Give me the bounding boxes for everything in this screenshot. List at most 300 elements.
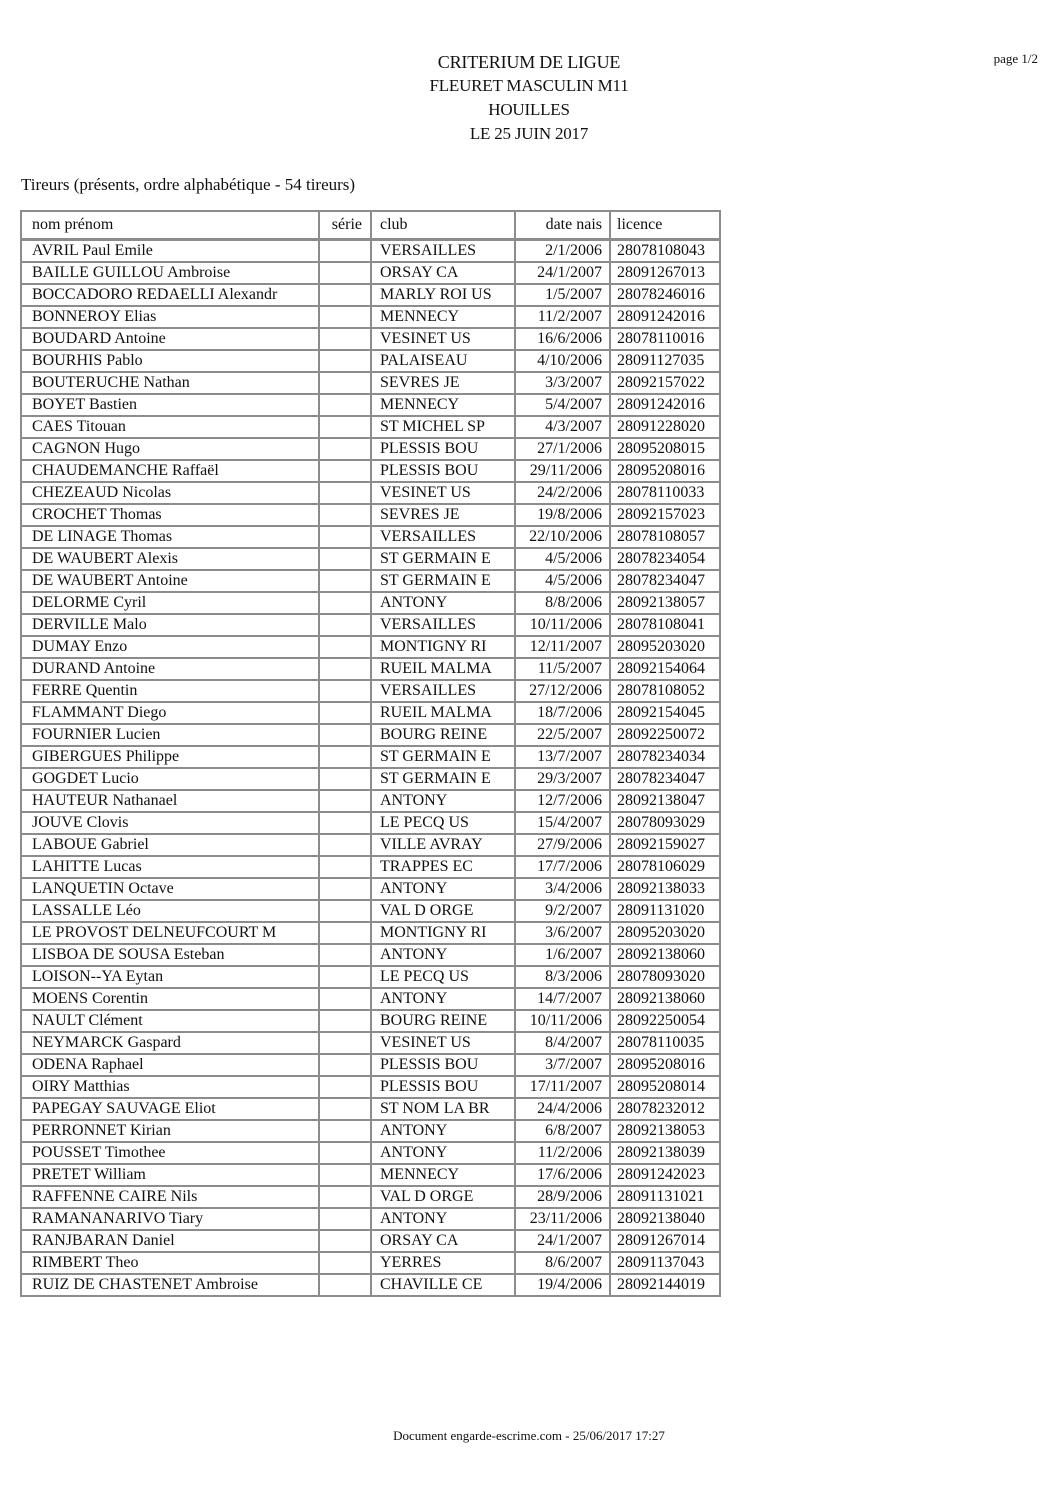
table-row <box>21 1076 720 1098</box>
table-row <box>21 1274 720 1296</box>
cell-name: LANQUETIN Octave <box>21 878 319 900</box>
cell-name: BOURHIS Pablo <box>21 350 319 372</box>
cell-licence: 28095208014 <box>610 1076 720 1098</box>
cell-club: SEVRES JE <box>371 372 515 394</box>
cell-birthdate: 1/5/2007 <box>515 284 610 306</box>
cell-club: ORSAY CA <box>371 1230 515 1252</box>
cell-licence: 28078110033 <box>610 482 720 504</box>
cell-name: CROCHET Thomas <box>21 504 319 526</box>
cell-licence: 28092154064 <box>610 658 720 680</box>
cell-name: GOGDET Lucio <box>21 768 319 790</box>
cell-name: NAULT Clément <box>21 1010 319 1032</box>
cell-club: ANTONY <box>371 944 515 966</box>
cell-birthdate: 3/7/2007 <box>515 1054 610 1076</box>
table-row <box>21 922 720 944</box>
cell-birthdate: 24/1/2007 <box>515 1230 610 1252</box>
page-number: page 1/2 <box>993 51 1038 66</box>
cell-licence: 28092138060 <box>610 988 720 1010</box>
cell-licence: 28078106029 <box>610 856 720 878</box>
table-row <box>21 394 720 416</box>
cell-name: DUMAY Enzo <box>21 636 319 658</box>
table-row <box>21 1054 720 1076</box>
table-row <box>21 438 720 460</box>
table-row <box>21 988 720 1010</box>
venue: HOUILLES <box>488 100 570 119</box>
cell-serie <box>319 548 371 570</box>
cell-licence: 28078234047 <box>610 768 720 790</box>
cell-serie <box>319 504 371 526</box>
cell-name: RAFFENNE CAIRE Nils <box>21 1186 319 1208</box>
cell-birthdate: 9/2/2007 <box>515 900 610 922</box>
cell-licence: 28095208016 <box>610 460 720 482</box>
cell-birthdate: 27/9/2006 <box>515 834 610 856</box>
cell-serie <box>319 592 371 614</box>
cell-name: LOISON--YA Eytan <box>21 966 319 988</box>
cell-serie <box>319 438 371 460</box>
cell-birthdate: 4/5/2006 <box>515 570 610 592</box>
table-row <box>21 1120 720 1142</box>
cell-serie <box>319 636 371 658</box>
cell-serie <box>319 460 371 482</box>
cell-licence: 28092138057 <box>610 592 720 614</box>
table-row <box>21 878 720 900</box>
cell-birthdate: 22/10/2006 <box>515 526 610 548</box>
cell-serie <box>319 328 371 350</box>
cell-serie <box>319 746 371 768</box>
cell-club: ANTONY <box>371 988 515 1010</box>
cell-name: HAUTEUR Nathanael <box>21 790 319 812</box>
cell-serie <box>319 372 371 394</box>
cell-birthdate: 17/6/2006 <box>515 1164 610 1186</box>
cell-licence: 28092138040 <box>610 1208 720 1230</box>
cell-club: VILLE AVRAY <box>371 834 515 856</box>
cell-birthdate: 15/4/2007 <box>515 812 610 834</box>
cell-licence: 28092138060 <box>610 944 720 966</box>
table-row <box>21 1164 720 1186</box>
table-row <box>21 1208 720 1230</box>
cell-licence: 28091242016 <box>610 306 720 328</box>
cell-club: PLESSIS BOU <box>371 438 515 460</box>
cell-birthdate: 3/6/2007 <box>515 922 610 944</box>
cell-serie <box>319 526 371 548</box>
cell-name: LABOUE Gabriel <box>21 834 319 856</box>
cell-club: SEVRES JE <box>371 504 515 526</box>
cell-birthdate: 6/8/2007 <box>515 1120 610 1142</box>
cell-serie <box>319 1054 371 1076</box>
cell-club: VERSAILLES <box>371 240 515 263</box>
cell-birthdate: 24/4/2006 <box>515 1098 610 1120</box>
event-date: LE 25 JUIN 2017 <box>469 124 589 143</box>
table-row <box>21 372 720 394</box>
cell-serie <box>319 1120 371 1142</box>
cell-name: LAHITTE Lucas <box>21 856 319 878</box>
cell-club: MENNECY <box>371 306 515 328</box>
table-row <box>21 526 720 548</box>
cell-birthdate: 8/3/2006 <box>515 966 610 988</box>
cell-birthdate: 29/11/2006 <box>515 460 610 482</box>
table-row <box>21 746 720 768</box>
cell-licence: 28095203020 <box>610 922 720 944</box>
cell-name: CAGNON Hugo <box>21 438 319 460</box>
cell-club: TRAPPES EC <box>371 856 515 878</box>
cell-name: BOYET Bastien <box>21 394 319 416</box>
table-row <box>21 636 720 658</box>
cell-licence: 28091127035 <box>610 350 720 372</box>
cell-licence: 28078108041 <box>610 614 720 636</box>
cell-club: VERSAILLES <box>371 526 515 548</box>
table-row <box>21 592 720 614</box>
cell-licence: 28095203020 <box>610 636 720 658</box>
cell-birthdate: 24/2/2006 <box>515 482 610 504</box>
cell-serie <box>319 878 371 900</box>
cell-birthdate: 17/11/2007 <box>515 1076 610 1098</box>
cell-birthdate: 10/11/2006 <box>515 614 610 636</box>
cell-club: PLESSIS BOU <box>371 460 515 482</box>
section-title: Tireurs (présents, ordre alphabétique - 54 tireurs) <box>21 175 356 194</box>
table-row <box>21 350 720 372</box>
cell-club: ANTONY <box>371 1142 515 1164</box>
cell-birthdate: 2/1/2006 <box>515 240 610 263</box>
cell-licence: 28092138047 <box>610 790 720 812</box>
cell-licence: 28095208015 <box>610 438 720 460</box>
cell-name: DURAND Antoine <box>21 658 319 680</box>
cell-name: CHAUDEMANCHE Raffaël <box>21 460 319 482</box>
cell-birthdate: 19/4/2006 <box>515 1274 610 1296</box>
cell-serie <box>319 922 371 944</box>
cell-birthdate: 12/11/2007 <box>515 636 610 658</box>
cell-birthdate: 18/7/2006 <box>515 702 610 724</box>
cell-licence: 28092250054 <box>610 1010 720 1032</box>
cell-birthdate: 5/4/2007 <box>515 394 610 416</box>
cell-birthdate: 13/7/2007 <box>515 746 610 768</box>
cell-club: ST MICHEL SP <box>371 416 515 438</box>
cell-club: PLESSIS BOU <box>371 1076 515 1098</box>
cell-club: ANTONY <box>371 878 515 900</box>
cell-licence: 28078234054 <box>610 548 720 570</box>
cell-serie <box>319 284 371 306</box>
cell-birthdate: 8/4/2007 <box>515 1032 610 1054</box>
table-row <box>21 680 720 702</box>
table-row <box>21 416 720 438</box>
column-header-birthdate: date nais <box>515 211 610 240</box>
cell-club: ANTONY <box>371 1120 515 1142</box>
cell-club: MENNECY <box>371 394 515 416</box>
cell-birthdate: 11/2/2006 <box>515 1142 610 1164</box>
cell-serie <box>319 658 371 680</box>
cell-club: VESINET US <box>371 328 515 350</box>
cell-club: VAL D ORGE <box>371 1186 515 1208</box>
cell-licence: 28092250072 <box>610 724 720 746</box>
table-row <box>21 306 720 328</box>
table-row <box>21 482 720 504</box>
cell-licence: 28092138033 <box>610 878 720 900</box>
table-body <box>21 240 720 1297</box>
cell-birthdate: 8/8/2006 <box>515 592 610 614</box>
cell-club: MONTIGNY RI <box>371 636 515 658</box>
cell-serie <box>319 768 371 790</box>
cell-club: LE PECQ US <box>371 812 515 834</box>
cell-serie <box>319 1230 371 1252</box>
cell-serie <box>319 240 371 263</box>
cell-club: ST GERMAIN E <box>371 570 515 592</box>
cell-name: AVRIL Paul Emile <box>21 240 319 263</box>
cell-name: RAMANANARIVO Tiary <box>21 1208 319 1230</box>
cell-serie <box>319 1142 371 1164</box>
table-row <box>21 1098 720 1120</box>
cell-serie <box>319 1208 371 1230</box>
cell-birthdate: 28/9/2006 <box>515 1186 610 1208</box>
cell-name: OIRY Matthias <box>21 1076 319 1098</box>
cell-club: ST GERMAIN E <box>371 768 515 790</box>
cell-serie <box>319 812 371 834</box>
cell-licence: 28078110016 <box>610 328 720 350</box>
table-row <box>21 1032 720 1054</box>
cell-name: RANJBARAN Daniel <box>21 1230 319 1252</box>
cell-licence: 28078093029 <box>610 812 720 834</box>
cell-licence: 28078110035 <box>610 1032 720 1054</box>
cell-birthdate: 17/7/2006 <box>515 856 610 878</box>
cell-birthdate: 3/4/2006 <box>515 878 610 900</box>
cell-name: PAPEGAY SAUVAGE Eliot <box>21 1098 319 1120</box>
cell-serie <box>319 900 371 922</box>
cell-licence: 28078108043 <box>610 240 720 263</box>
competition-title: CRITERIUM DE LIGUE <box>437 52 621 72</box>
cell-name: PRETET William <box>21 1164 319 1186</box>
cell-birthdate: 29/3/2007 <box>515 768 610 790</box>
cell-birthdate: 8/6/2007 <box>515 1252 610 1274</box>
cell-name: JOUVE Clovis <box>21 812 319 834</box>
cell-club: VAL D ORGE <box>371 900 515 922</box>
cell-birthdate: 4/10/2006 <box>515 350 610 372</box>
cell-birthdate: 4/3/2007 <box>515 416 610 438</box>
cell-birthdate: 19/8/2006 <box>515 504 610 526</box>
cell-club: MARLY ROI US <box>371 284 515 306</box>
cell-serie <box>319 1032 371 1054</box>
cell-club: RUEIL MALMA <box>371 658 515 680</box>
table-row <box>21 1142 720 1164</box>
document-header <box>0 50 1058 146</box>
cell-birthdate: 14/7/2007 <box>515 988 610 1010</box>
cell-birthdate: 3/3/2007 <box>515 372 610 394</box>
cell-club: MENNECY <box>371 1164 515 1186</box>
cell-licence: 28091267013 <box>610 262 720 284</box>
cell-name: LISBOA DE SOUSA Esteban <box>21 944 319 966</box>
table-row <box>21 834 720 856</box>
cell-name: DELORME Cyril <box>21 592 319 614</box>
cell-serie <box>319 306 371 328</box>
cell-club: BOURG REINE <box>371 724 515 746</box>
table-row <box>21 1010 720 1032</box>
weapon-category: FLEURET MASCULIN M11 <box>429 76 629 95</box>
cell-club: ANTONY <box>371 790 515 812</box>
cell-licence: 28078232012 <box>610 1098 720 1120</box>
cell-name: LASSALLE Léo <box>21 900 319 922</box>
cell-club: ST NOM LA BR <box>371 1098 515 1120</box>
cell-club: RUEIL MALMA <box>371 702 515 724</box>
cell-name: LE PROVOST DELNEUFCOURT M <box>21 922 319 944</box>
cell-birthdate: 23/11/2006 <box>515 1208 610 1230</box>
cell-licence: 28092159027 <box>610 834 720 856</box>
cell-licence: 28092154045 <box>610 702 720 724</box>
cell-club: BOURG REINE <box>371 1010 515 1032</box>
cell-birthdate: 12/7/2006 <box>515 790 610 812</box>
cell-licence: 28091228020 <box>610 416 720 438</box>
table-row <box>21 658 720 680</box>
cell-licence: 28092138053 <box>610 1120 720 1142</box>
cell-birthdate: 24/1/2007 <box>515 262 610 284</box>
cell-licence: 28078234034 <box>610 746 720 768</box>
cell-licence: 28091137043 <box>610 1252 720 1274</box>
cell-club: ST GERMAIN E <box>371 746 515 768</box>
cell-licence: 28091131020 <box>610 900 720 922</box>
column-header-serie: série <box>319 211 371 240</box>
cell-serie <box>319 614 371 636</box>
cell-birthdate: 4/5/2006 <box>515 548 610 570</box>
document-footer: Document engarde-escrime.com - 25/06/2017 17:27 <box>393 1428 665 1443</box>
cell-serie <box>319 724 371 746</box>
cell-serie <box>319 1076 371 1098</box>
cell-name: GIBERGUES Philippe <box>21 746 319 768</box>
table-row <box>21 614 720 636</box>
cell-serie <box>319 1274 371 1296</box>
cell-name: BONNEROY Elias <box>21 306 319 328</box>
cell-licence: 28092157023 <box>610 504 720 526</box>
cell-name: ODENA Raphael <box>21 1054 319 1076</box>
cell-licence: 28091242016 <box>610 394 720 416</box>
cell-licence: 28078108057 <box>610 526 720 548</box>
table-row <box>21 240 720 263</box>
table-row <box>21 284 720 306</box>
cell-name: RUIZ DE CHASTENET Ambroise <box>21 1274 319 1296</box>
cell-serie <box>319 702 371 724</box>
cell-name: NEYMARCK Gaspard <box>21 1032 319 1054</box>
cell-club: MONTIGNY RI <box>371 922 515 944</box>
table-row <box>21 900 720 922</box>
cell-licence: 28092144019 <box>610 1274 720 1296</box>
table-row <box>21 328 720 350</box>
table-row <box>21 1252 720 1274</box>
cell-serie <box>319 966 371 988</box>
table-header-row <box>21 211 720 240</box>
table-row <box>21 966 720 988</box>
cell-licence: 28095208016 <box>610 1054 720 1076</box>
cell-name: BOUTERUCHE Nathan <box>21 372 319 394</box>
cell-club: VERSAILLES <box>371 614 515 636</box>
shooters-table <box>20 210 721 1297</box>
table-row <box>21 548 720 570</box>
cell-serie <box>319 416 371 438</box>
cell-birthdate: 11/2/2007 <box>515 306 610 328</box>
cell-club: ORSAY CA <box>371 262 515 284</box>
cell-birthdate: 11/5/2007 <box>515 658 610 680</box>
cell-licence: 28091242023 <box>610 1164 720 1186</box>
cell-name: FOURNIER Lucien <box>21 724 319 746</box>
column-header-licence: licence <box>610 211 720 240</box>
cell-club: YERRES <box>371 1252 515 1274</box>
cell-name: FLAMMANT Diego <box>21 702 319 724</box>
table-row <box>21 812 720 834</box>
cell-serie <box>319 1010 371 1032</box>
cell-name: MOENS Corentin <box>21 988 319 1010</box>
cell-serie <box>319 1252 371 1274</box>
cell-serie <box>319 790 371 812</box>
cell-club: CHAVILLE CE <box>371 1274 515 1296</box>
cell-serie <box>319 680 371 702</box>
column-header-name: nom prénom <box>21 211 319 240</box>
column-header-club: club <box>371 211 515 240</box>
cell-club: PLESSIS BOU <box>371 1054 515 1076</box>
table-row <box>21 262 720 284</box>
table-row <box>21 790 720 812</box>
table-row <box>21 702 720 724</box>
cell-serie <box>319 856 371 878</box>
cell-club: VERSAILLES <box>371 680 515 702</box>
cell-serie <box>319 350 371 372</box>
cell-club: VESINET US <box>371 482 515 504</box>
table-row <box>21 856 720 878</box>
cell-serie <box>319 834 371 856</box>
cell-birthdate: 10/11/2006 <box>515 1010 610 1032</box>
cell-licence: 28078246016 <box>610 284 720 306</box>
table-row <box>21 1186 720 1208</box>
cell-birthdate: 22/5/2007 <box>515 724 610 746</box>
cell-name: BAILLE GUILLOU Ambroise <box>21 262 319 284</box>
cell-name: RIMBERT Theo <box>21 1252 319 1274</box>
table-row <box>21 570 720 592</box>
cell-licence: 28092138039 <box>610 1142 720 1164</box>
cell-name: BOCCADORO REDAELLI Alexandr <box>21 284 319 306</box>
cell-name: FERRE Quentin <box>21 680 319 702</box>
table-row <box>21 1230 720 1252</box>
cell-licence: 28078108052 <box>610 680 720 702</box>
cell-club: LE PECQ US <box>371 966 515 988</box>
cell-club: ANTONY <box>371 592 515 614</box>
cell-name: PERRONNET Kirian <box>21 1120 319 1142</box>
table-row <box>21 460 720 482</box>
cell-birthdate: 1/6/2007 <box>515 944 610 966</box>
cell-serie <box>319 1186 371 1208</box>
cell-serie <box>319 482 371 504</box>
cell-birthdate: 27/1/2006 <box>515 438 610 460</box>
cell-serie <box>319 570 371 592</box>
cell-name: CHEZEAUD Nicolas <box>21 482 319 504</box>
cell-serie <box>319 944 371 966</box>
cell-birthdate: 16/6/2006 <box>515 328 610 350</box>
table-row <box>21 724 720 746</box>
cell-serie <box>319 1098 371 1120</box>
cell-licence: 28078234047 <box>610 570 720 592</box>
cell-serie <box>319 394 371 416</box>
cell-name: POUSSET Timothee <box>21 1142 319 1164</box>
table-row <box>21 944 720 966</box>
cell-name: DE LINAGE Thomas <box>21 526 319 548</box>
table-row <box>21 504 720 526</box>
cell-licence: 28091267014 <box>610 1230 720 1252</box>
cell-licence: 28092157022 <box>610 372 720 394</box>
table-row <box>21 768 720 790</box>
cell-club: ST GERMAIN E <box>371 548 515 570</box>
cell-name: CAES Titouan <box>21 416 319 438</box>
cell-club: PALAISEAU <box>371 350 515 372</box>
cell-serie <box>319 262 371 284</box>
cell-name: BOUDARD Antoine <box>21 328 319 350</box>
cell-name: DE WAUBERT Alexis <box>21 548 319 570</box>
cell-birthdate: 27/12/2006 <box>515 680 610 702</box>
cell-serie <box>319 1164 371 1186</box>
cell-serie <box>319 988 371 1010</box>
cell-name: DE WAUBERT Antoine <box>21 570 319 592</box>
cell-club: VESINET US <box>371 1032 515 1054</box>
